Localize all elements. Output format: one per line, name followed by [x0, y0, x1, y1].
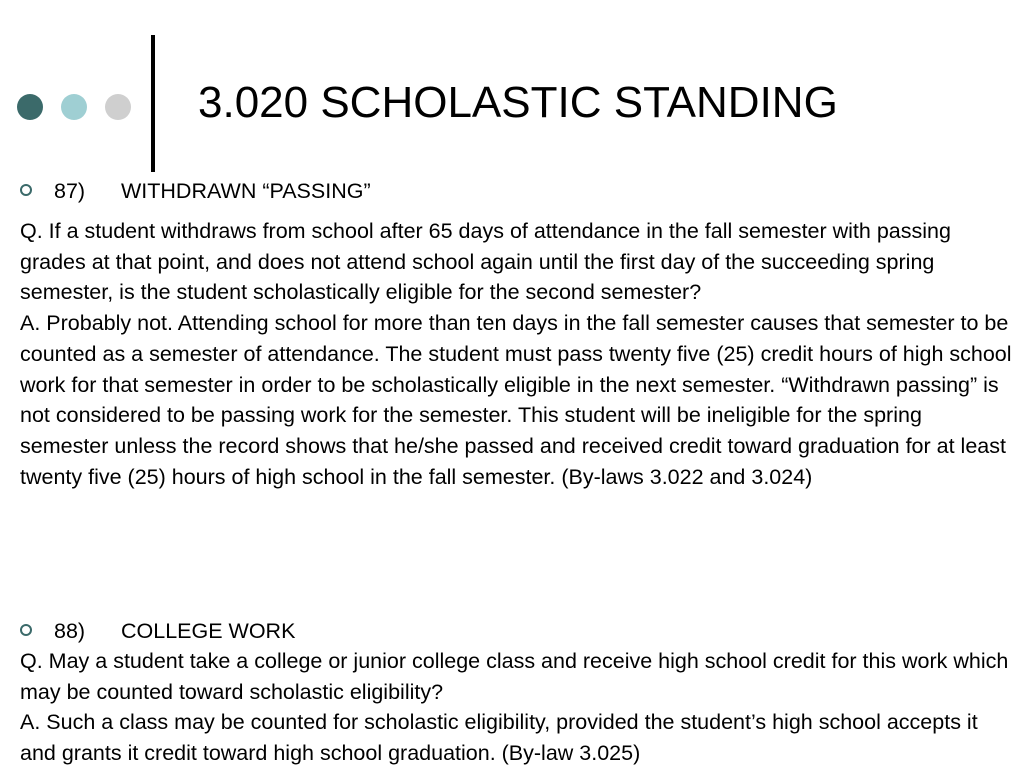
item-number: 87) [54, 179, 86, 203]
slide-title: 3.020 SCHOLASTIC STANDING [198, 78, 838, 127]
item-88-heading [20, 616, 295, 646]
item-title: WITHDRAWN “PASSING” [121, 179, 371, 203]
decorative-dots [17, 94, 137, 120]
answer-text: A. Probably not. Attending school for more than ten days in the fall semester causes that semester to be counted as a semester of attendance. The student must pass twenty five (25) credit hours of high school work for that semester in order to be scholastically eligible in the next semester. “Withdrawn passing” is not considered to be passing work for the semester. This student will be ineligible for the spring semester unless the record shows that he/she passed and received credit toward graduation for at least twenty five (25) hours of high school in the fall semester. (By-laws 3.022 and 3.024) [20, 311, 1012, 489]
item-number: 88) [54, 619, 86, 643]
question-text: Q. May a student take a college or junior college class and receive high school credit for this work which may be counted toward scholastic eligibility? [20, 649, 1009, 704]
item-88-body [20, 646, 1015, 768]
bullet-icon [20, 624, 32, 636]
question-text: Q. If a student withdraws from school after 65 days of attendance in the fall semester with passing grades at that point, and does not attend school again until the first day of the succeeding spring semester, is the student scholastically eligible for the second semester? [20, 219, 951, 305]
gray-dot-icon [105, 94, 131, 120]
title-divider [151, 35, 155, 172]
answer-text: A. Such a class may be counted for scholastic eligibility, provided the student’s high school accepts it and grants it credit toward high school graduation. (By-law 3.025) [20, 710, 978, 766]
light-teal-dot-icon [61, 94, 87, 120]
item-87-body [20, 216, 1015, 492]
item-87-heading [20, 176, 371, 206]
dark-teal-dot-icon [17, 94, 43, 120]
bullet-icon [20, 184, 32, 196]
item-title: COLLEGE WORK [121, 619, 296, 643]
